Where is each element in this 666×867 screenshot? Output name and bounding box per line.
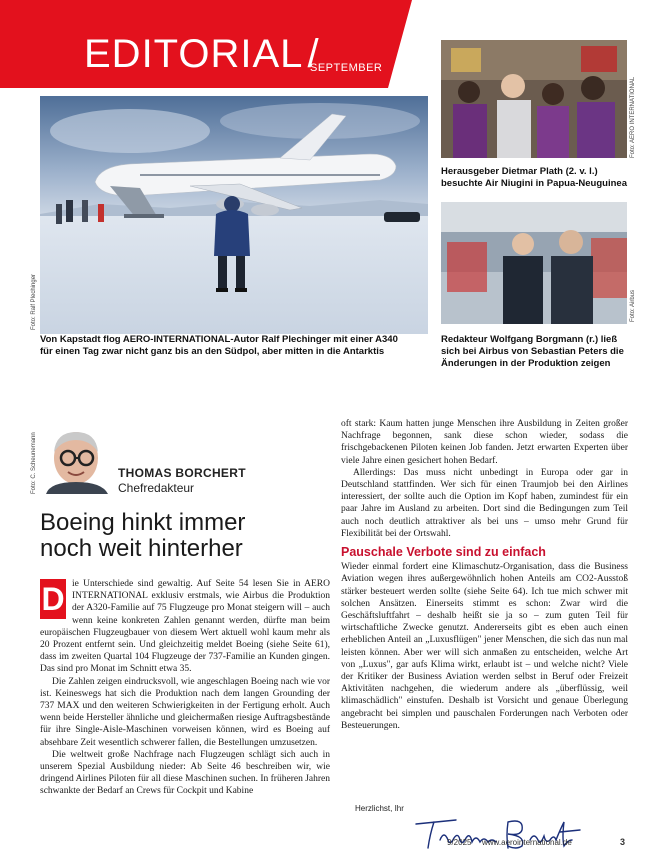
article-column-left	[40, 578, 330, 798]
main-photo-caption: Von Kapstadt flog AERO-INTERNATIONAL-Autor Ralf Plechinger mit einer A340 für einen Tag zwar nicht ganz bis an den Südpol, aber mitten in die Antarktis	[40, 334, 398, 357]
paragraph: oft stark: Kaum hatten junge Menschen ihre Ausbildung in Zeiten großer Nachfrage begonnen, sank diese schon wieder, sodass die frischgebackenen Piloten keinen Job fanden. Jetzt erwarten Experten über viele Jahre einen gesichert hohen Bedarf.	[341, 419, 628, 466]
page-number: 3	[620, 837, 626, 847]
paragraph: ie Unterschiede sind gewaltig. Auf Seite 54 lesen Sie in AERO INTERNATIONAL exklusiv erstmals, wie Airbus die Produktion der A320-Familie auf 75 Flugzeuge pro Monat steigern will – auch wenn keine konkreten Zahlen genannt werden, dürfte man beim europäischen Flugzeugbauer von diesem Wert aktuell wohl kaum mehr als 20 Prozent entfernt sein. Und gleichzeitig meldet Boeing (siehe Seite 61), dass im zweiten Quartal 104 Flugzeuge der 737-Familie an Kunden gingen. Das sind pro Monat im Schnitt etwa 35.	[40, 579, 330, 675]
section-subtitle: SEPTEMBER	[310, 62, 383, 74]
top-right-photo-caption: Herausgeber Dietmar Plath (2. v. l.) besuchte Air Niugini in Papua-Neuguinea	[441, 166, 627, 189]
author-name: THOMAS BORCHERT	[118, 466, 246, 480]
author-photo	[40, 424, 114, 494]
bottom-right-photo-airbus	[441, 202, 627, 324]
section-title: EDITORIAL /	[84, 32, 320, 76]
main-photo-credit: Foto: Ralf Plechinger	[31, 273, 37, 330]
footer-url: www.aerointernational.de	[482, 838, 572, 847]
signature-image	[410, 810, 590, 854]
bottom-right-photo-credit: Foto: Airbus	[630, 289, 636, 322]
author-role: Chefredakteur	[118, 481, 195, 495]
footer-issue: 9/2025	[447, 838, 472, 847]
top-right-photo-air-niugini	[441, 40, 627, 158]
author-photo-credit: Foto: C. Scheunemann	[31, 432, 37, 494]
main-photo-antarctica	[40, 96, 428, 334]
article-subhead: Pauschale Verbote sind zu einfach	[341, 545, 546, 560]
top-right-photo-credit: Foto: AERO INTERNATIONAL	[630, 76, 636, 158]
article-headline: Boeing hinkt immer noch weit hinterher	[40, 509, 246, 562]
paragraph: Die Zahlen zeigen eindrucksvoll, wie angeschlagen Boeing nach wie vor ist. Keineswegs hat sich die Produktion nach dem langen Grounding der 737 MAX und den weiteren Schwierigkeiten in der Fertigung erholt. Auch wenn beide Hersteller ähnliche und gleichermaßen riesige Auftragsbestände für ihre Single-Aisle-Maschinen vorweisen können, wird es Boeing auf absehbare Zeit wesentlich schwerer fallen, die Bestellungen umzusetzen.	[40, 676, 330, 748]
paragraph: Allerdings: Das muss nicht unbedingt in Europa oder gar in Deutschland stattfinden. Wer sich für einen Traumjob bei den Airlines interessiert, der sollte auch die Option im Kopf haben, zumindest für ein paar Jahre im Ausland zu arbeiten. Dort sind die Bedingungen zum Teil auch noch deutlich attraktiver als bei uns – umso mehr Grund für Flexibilität bei der Ortswahl.	[341, 467, 628, 539]
signoff: Herzlichst, Ihr	[355, 804, 404, 813]
drop-cap: D	[41, 581, 65, 617]
paragraph: Die weltweit große Nachfrage nach Flugzeugen schlägt sich auch in unserem Spezial Ausbildung nieder: Ab Seite 46 beschreiben wir, wie dringend Airlines Piloten für all diese Maschinen suchen. In früheren Jahren schwankte der Bedarf an Crews für Cockpit und Kabine	[40, 749, 330, 797]
bottom-right-photo-caption: Redakteur Wolfgang Borgmann (r.) ließ sich bei Airbus von Sebastian Peters die Änderungen in der Produktion zeigen	[441, 334, 624, 369]
article-column-right	[341, 418, 628, 732]
paragraph: Wieder einmal fordert eine Klimaschutz-Organisation, dass die Business Aviation wegen ihres außergewöhnlich hohen Anteils am CO2-Ausstoß stärker besteuert werden sollte (siehe Seite 64). Ich tue mich schwer mit solchen Ansätzen. Einerseits stimmt es schon: Zwar wird die Geschäftsluftfahrt – deshalb heißt sie ja so – zum guten Teil für wirtschaftliche Zwecke genutzt. Andererseits gibt es eben auch einen erheblichen Anteil an „Luxusflügen" jener Menschen, die sich das nun mal leisten können. Aber wer will sich anmaßen zu entscheiden, welche Art von „Luxus", gar aufs Klima wirkt, erlaubt ist – und welche nicht? Viele der Kritiker der Business Aviation werden selbst in Beruf oder Freizeit Aktivitäten nachgehen, die wiederum andere als „überflüssig, weil klimaschädlich" einstufen. Deshalb ist Vorsicht und genaue Überlegung angebracht bei simplen und pauschalen Forderungen nach Verboten oder Besteuerungen.	[341, 562, 628, 731]
